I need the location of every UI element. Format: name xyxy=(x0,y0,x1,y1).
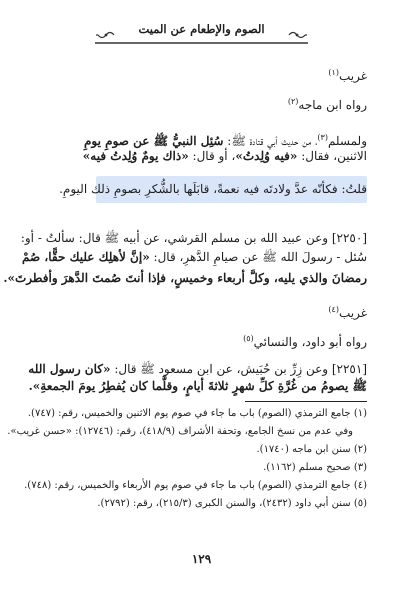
narration-text: رواه أبو داود، والنسائي xyxy=(253,335,367,349)
footnote-number: (٢) xyxy=(353,444,367,455)
narration-abu-dawud xyxy=(36,331,367,350)
text-span: سُئل - رسولَ الله ﷺ عن صيامِ الدَّهرِ، قال: xyxy=(153,250,367,264)
footnote-5 xyxy=(36,497,367,510)
footnote-text: جامع الترمذي (الصوم) باب ما جاء في صوم يوم الاثنين والخميس، رقم: (٧٤٧). xyxy=(27,408,351,419)
running-title: الصوم والإطعام عن الميت xyxy=(138,22,265,36)
hadith-2251-line-2: ﷺ يصومُ من غُرَّةِ كلِّ شهرٍ ثلاثةَ أيامٍ، وقلَّما كان يُفطِرُ يومَ الجمعةِ». xyxy=(28,379,367,393)
hadith-text: سُئِل النبيُّ ﷺ عن صومِ يومِ xyxy=(84,134,224,148)
qultu-line[interactable]: قلتُ: فكأنّه عدَّ ولادتَه فيه نعمةً، قابَلَها بالشُّكرِ بصومِ ذلك اليومِ. xyxy=(59,182,367,196)
footnote-ref: (٥) xyxy=(243,334,254,343)
footnote-ref: (٤) xyxy=(328,305,339,314)
footnote-number: (٣) xyxy=(353,462,367,473)
footnote-text: وفي عدم من نسخ الجامع، وتحفة الأشراف (٤١٨/٩)، رقم: (١٢٧٤٦): «حسن غريب». xyxy=(7,426,353,437)
footnote-1 xyxy=(27,407,367,420)
text-span: ، من حديث أبي قتادة ﷺ: xyxy=(227,134,318,148)
footnote-2 xyxy=(36,443,367,456)
footnote-3 xyxy=(36,461,367,474)
text-span: الاثنين، فقال: xyxy=(301,149,367,163)
hadith-2250-line-3: رمضانَ والذي يليه، وكلَّ أربعاء وخميسٍ، فإذا أنتَ صُمتَ الدَّهرَ وأفطرتَ». xyxy=(3,271,367,285)
hadith-2251-line-1 xyxy=(28,361,367,377)
hadith-text: «ذاك يومٌ وُلِدتُ فيه» xyxy=(82,149,189,163)
footnote-text: سنن ابن ماجه (١٧٤٠). xyxy=(256,444,351,455)
footnote-ref: (٣) xyxy=(317,133,328,142)
text-span: ولمسلم xyxy=(327,134,367,148)
footnote-number: (٥) xyxy=(353,498,367,509)
running-header xyxy=(95,20,308,46)
narration-text: رواه ابن ماجه xyxy=(298,98,367,112)
muslim-line-1 xyxy=(36,130,367,149)
hadith-text: «إنَّ لأهلِك عليك حقًّا، صُمْ xyxy=(22,250,150,264)
text-span: [٢٢٥١] وعن زِرِّ بن حُبَيش، عن ابن مسعود ﷺ قال: xyxy=(114,362,367,376)
footnote-4 xyxy=(24,479,367,492)
text-span: ، أو قال: xyxy=(192,149,236,163)
footnote-text: جامع الترمذي (الصوم) باب ما جاء في صوم يوم الأربعاء والخميس، رقم: (٧٤٨). xyxy=(24,480,351,491)
hadith-text: «فيه وُلِدتُ» xyxy=(235,149,298,163)
page-number: ١٢٩ xyxy=(191,552,212,566)
footnote-ref: (١) xyxy=(328,68,339,77)
footnote-number: (٤) xyxy=(353,480,367,491)
muslim-line-2 xyxy=(36,148,367,164)
gharib-line-2 xyxy=(36,302,367,321)
footnote-ref: (٢) xyxy=(287,97,299,106)
header-rule xyxy=(95,42,308,45)
gharib-text: غريب xyxy=(338,69,367,83)
footnote-text: سنن أبي داود (٢٤٣٢)، والسنن الكبرى (٢١٥/٣)، رقم: (٢٧٩٢). xyxy=(97,498,351,509)
gharib-line-1 xyxy=(36,65,367,84)
footnote-separator xyxy=(245,401,367,402)
hadith-2250-line-1: [٢٢٥٠] وعن عبيد الله بن مسلم القرشي، عن أبيه ﷺ قال: سألتُ - أو: xyxy=(20,231,367,245)
footnote-1-cont xyxy=(7,425,353,438)
gharib-text: غريب xyxy=(338,306,367,320)
hadith-text: «كان رسول الله xyxy=(28,362,111,376)
hadith-2250-line-2 xyxy=(22,249,367,265)
footnote-text: صحيح مسلم (١١٦٢). xyxy=(263,462,351,473)
narration-ibn-majah xyxy=(36,94,367,113)
footnote-number: (١) xyxy=(353,408,367,419)
